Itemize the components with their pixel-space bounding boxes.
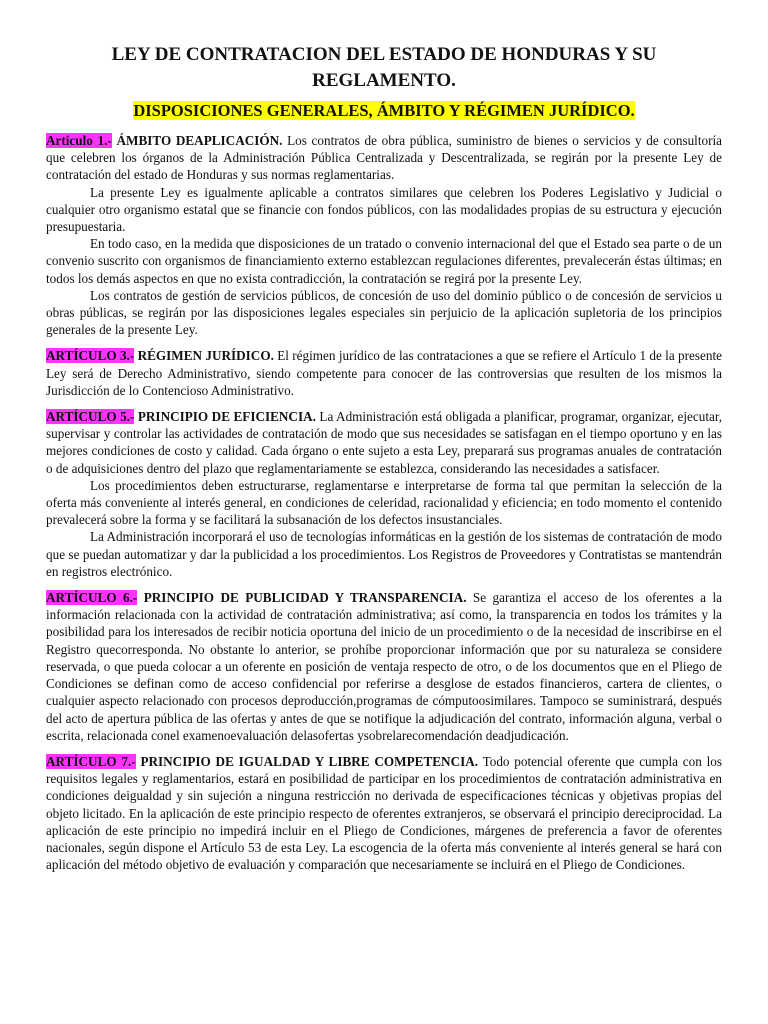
article-lead-text: El régimen jurídico de las contrataciones a que se refiere el Artículo 1 de la presente Ley será de Derecho Administrativo, siendo competente para conocer de las controversias que resulten de los mismos la Jurisdicción de lo Contencioso Administrativo.: [46, 348, 722, 398]
article-block: [46, 347, 722, 399]
article-paragraph: Los procedimientos deben estructurarse, reglamentarse e interpretarse de forma tal que permitan la selección de la oferta más conveniente al interés general, en condiciones de celeridad, racionalidad y eficiencia; en todo momento el contenido prevalecerá sobre la forma y se facilitará la subsanación de los defectos insustanciales.: [46, 477, 722, 528]
article-lead-paragraph: [46, 589, 722, 744]
article-paragraph: La Administración incorporará el uso de tecnologías informáticas en la gestión de los sistemas de contratación de modo que se puedan automatizar y dar la publicidad a los procedimientos. Los Registros de Proveedores y Contratistas se mantendrán en registros electrónico.: [46, 529, 722, 579]
articles-container: [46, 132, 722, 873]
article-block: [46, 753, 722, 873]
article-heading: PRINCIPIO DE EFICIENCIA.: [134, 409, 316, 425]
article-lead-paragraph: [46, 347, 722, 399]
article-label: ARTÍCULO 5.-: [46, 409, 135, 425]
subtitle-container: [46, 100, 722, 122]
article-label: ARTÍCULO 7.-: [46, 753, 136, 769]
article-lead-paragraph: [46, 408, 722, 477]
article-lead-paragraph: [46, 753, 722, 873]
article-lead-text: Todo potencial oferente que cumpla con los requisitos legales y reglamentarios, estará en posibilidad de participar en los procedimientos de contratación administrativa en condiciones deigualdad y sin sujeción a ninguna restricción no derivada de especificaciones técnicas y objetivas propias del objeto licitado. En la aplicación de este principio respecto de oferentes extranjeros, se observará el principio dereciprocidad. La aplicación de este principio no impedirá incluir en el Pliego de Condiciones, márgenes de preferencia a favor de oferentes nacionales, según dispone el Artículo 53 de esta Ley. La escogencia de la oferta más conveniente al interés general se hará con aplicación del método objetivo de evaluación y comparación que necesariamente se incluirá en el Pliego de Condiciones.: [46, 753, 722, 873]
section-subtitle: DISPOSICIONES GENERALES, ÁMBITO Y RÉGIMEN JURÍDICO.: [133, 101, 635, 120]
article-label: ARTÍCULO 3.-: [46, 348, 135, 364]
article-heading: PRINCIPIO DE IGUALDAD Y LIBRE COMPETENCIA.: [135, 753, 479, 769]
article-heading: ÁMBITO DEAPLICACIÓN.: [111, 133, 283, 148]
article-heading: PRINCIPIO DE PUBLICIDAD Y TRANSPARENCIA.: [137, 590, 467, 606]
document-title: LEY DE CONTRATACION DEL ESTADO DE HONDURAS Y SU REGLAMENTO.: [111, 44, 657, 91]
article-heading: RÉGIMEN JURÍDICO.: [134, 348, 274, 364]
article-label: Articulo 1.-: [46, 133, 112, 148]
article-block: [46, 132, 722, 338]
article-label: ARTÍCULO 6.-: [46, 590, 138, 606]
article-paragraph: Los contratos de gestión de servicios públicos, de concesión de uso del dominio público o de concesión de servicios u obras públicas, se regirán por las disposiciones legales especiales sin perjuicio de la aplicación supletoria de los principios generales de la presente Ley.: [46, 287, 722, 338]
article-lead-paragraph: [46, 132, 722, 184]
article-lead-text: Los contratos de obra pública, suministro de bienes o servicios y de consultoría que celebren los órganos de la Administración Pública Centralizada y Descentralizada, se regirán por la presente Ley de contratación del estado de Honduras y sus normas reglamentarias.: [46, 133, 723, 183]
article-lead-text: Se garantiza el acceso de los oferentes a la información relacionada con la actividad de contratación administrativa; así como, la transparencia en todos los trámites y la posibilidad para los interesados de recibir noticia oportuna del inicio de un procedimiento o de la necesidad de inscribirse en el Registro quecorresponda. No obstante lo anterior, se prohíbe proporcionar información que por su naturaleza se considere reservada, o que pueda colocar a un oferente en posición de ventaja respecto de otro, o de los documentos que en el Pliego de Condiciones se definan como de acceso confidencial por referirse a desglose de estados financieros, cartera de clientes, o cualquier aspecto relacionado con procesos deproducción,programas de cómputoosimilares. Tampoco se suministrará, después del acto de apertura pública de las ofertas y antes de que se notifique la adjudicación del contrato, información alguna, verbal o escrita, relacionada conel examenoevaluación delasofertas ysobrelarecomendación deadjudicación.: [46, 590, 722, 743]
article-block: [46, 589, 722, 744]
article-block: [46, 408, 722, 580]
article-paragraph: La presente Ley es igualmente aplicable a contratos similares que celebren los Poderes Legislativo y Judicial o cualquier otro organismo estatal que se financie con fondos públicos, con las modalidades propias de su estructura y ejecución presupuestaria.: [46, 184, 722, 235]
article-paragraph: En todo caso, en la medida que disposiciones de un tratado o convenio internacional del que el Estado sea parte o de un convenio suscrito con organismos de financiamiento externo establezcan regulaciones diferentes, prevalecerán éstas últimas; en todos los demás aspectos en que no exista contradicción, la contratación se regirá por la presente Ley.: [46, 236, 722, 286]
article-lead-text: La Administración está obligada a planificar, programar, organizar, ejecutar, supervisar y controlar las actividades de contratación de modo que sus necesidades se satisfagan en el tiempo oportuno y en las mejores condiciones de costo y calidad. Cada órgano o ente sujeto a esta Ley, preparará sus programas anuales de contratación o de adquisiciones dentro del plazo que reglamentariamente se establezca, considerando las necesidades a satisfacer.: [46, 409, 722, 476]
